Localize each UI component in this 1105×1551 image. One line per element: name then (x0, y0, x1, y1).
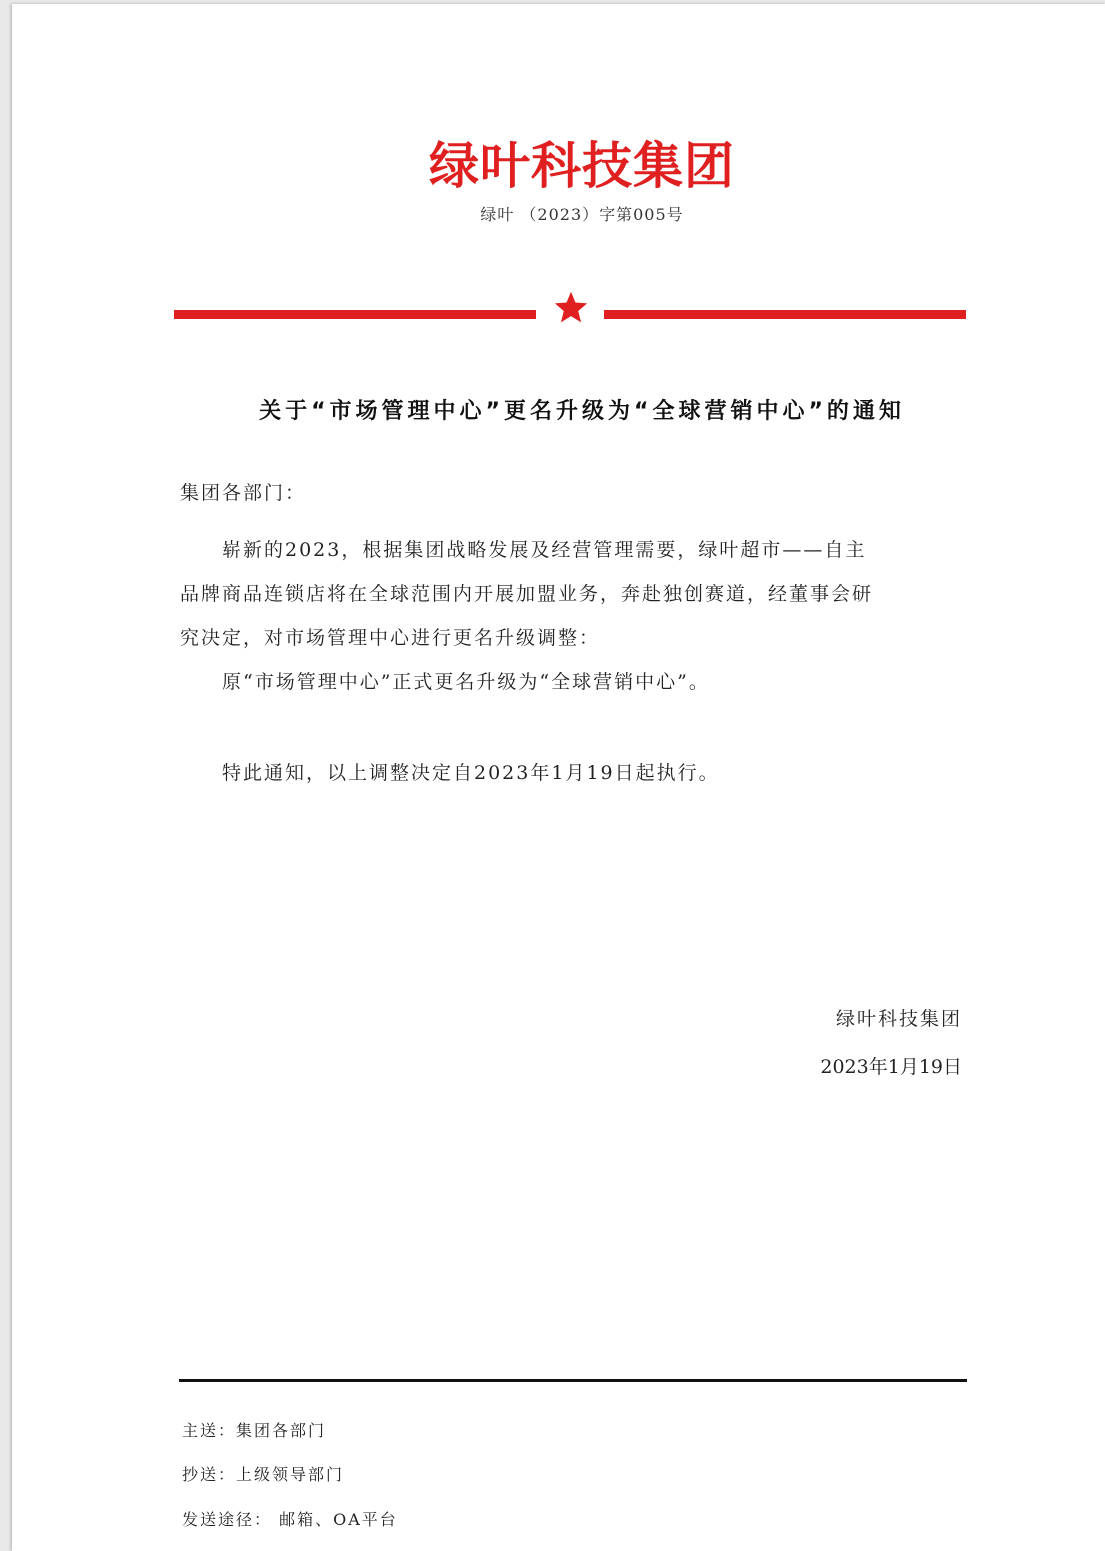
notice-title: 关于“市场管理中心”更名升级为“全球营销中心”的通知 (259, 399, 905, 424)
body-line-3: 究决定，对市场管理中心进行更名升级调整： (180, 627, 601, 649)
footer-main-send: 主送：集团各部门 (182, 1421, 327, 1440)
red-divider-right (604, 310, 966, 319)
signature-date: 2023年1月19日 (820, 1056, 962, 1078)
org-title: 绿叶科技集团 (429, 137, 735, 195)
body-line-2: 品牌商品连锁店将在全球范围内开展加盟业务，奔赴独创赛道，经董事会研 (180, 583, 874, 605)
star-icon (552, 288, 590, 326)
footer-channel: 发送途径： 邮箱、OA平台 (182, 1510, 398, 1529)
signature-org: 绿叶科技集团 (835, 1008, 962, 1030)
document-page (12, 4, 1105, 1551)
footer-cc: 抄送：上级领导部门 (182, 1465, 345, 1484)
doc-number: 绿叶 （2023）字第005号 (480, 205, 684, 224)
footer-rule (179, 1379, 967, 1382)
salutation: 集团各部门： (180, 482, 307, 504)
body-line-1: 崭新的2023，根据集团战略发展及经营管理需要，绿叶超市——自主 (222, 539, 867, 561)
body-line-5: 特此通知，以上调整决定自2023年1月19日起执行。 (222, 762, 720, 784)
red-divider-left (174, 310, 536, 319)
body-line-4: 原“市场管理中心”正式更名升级为“全球营销中心”。 (222, 671, 710, 693)
